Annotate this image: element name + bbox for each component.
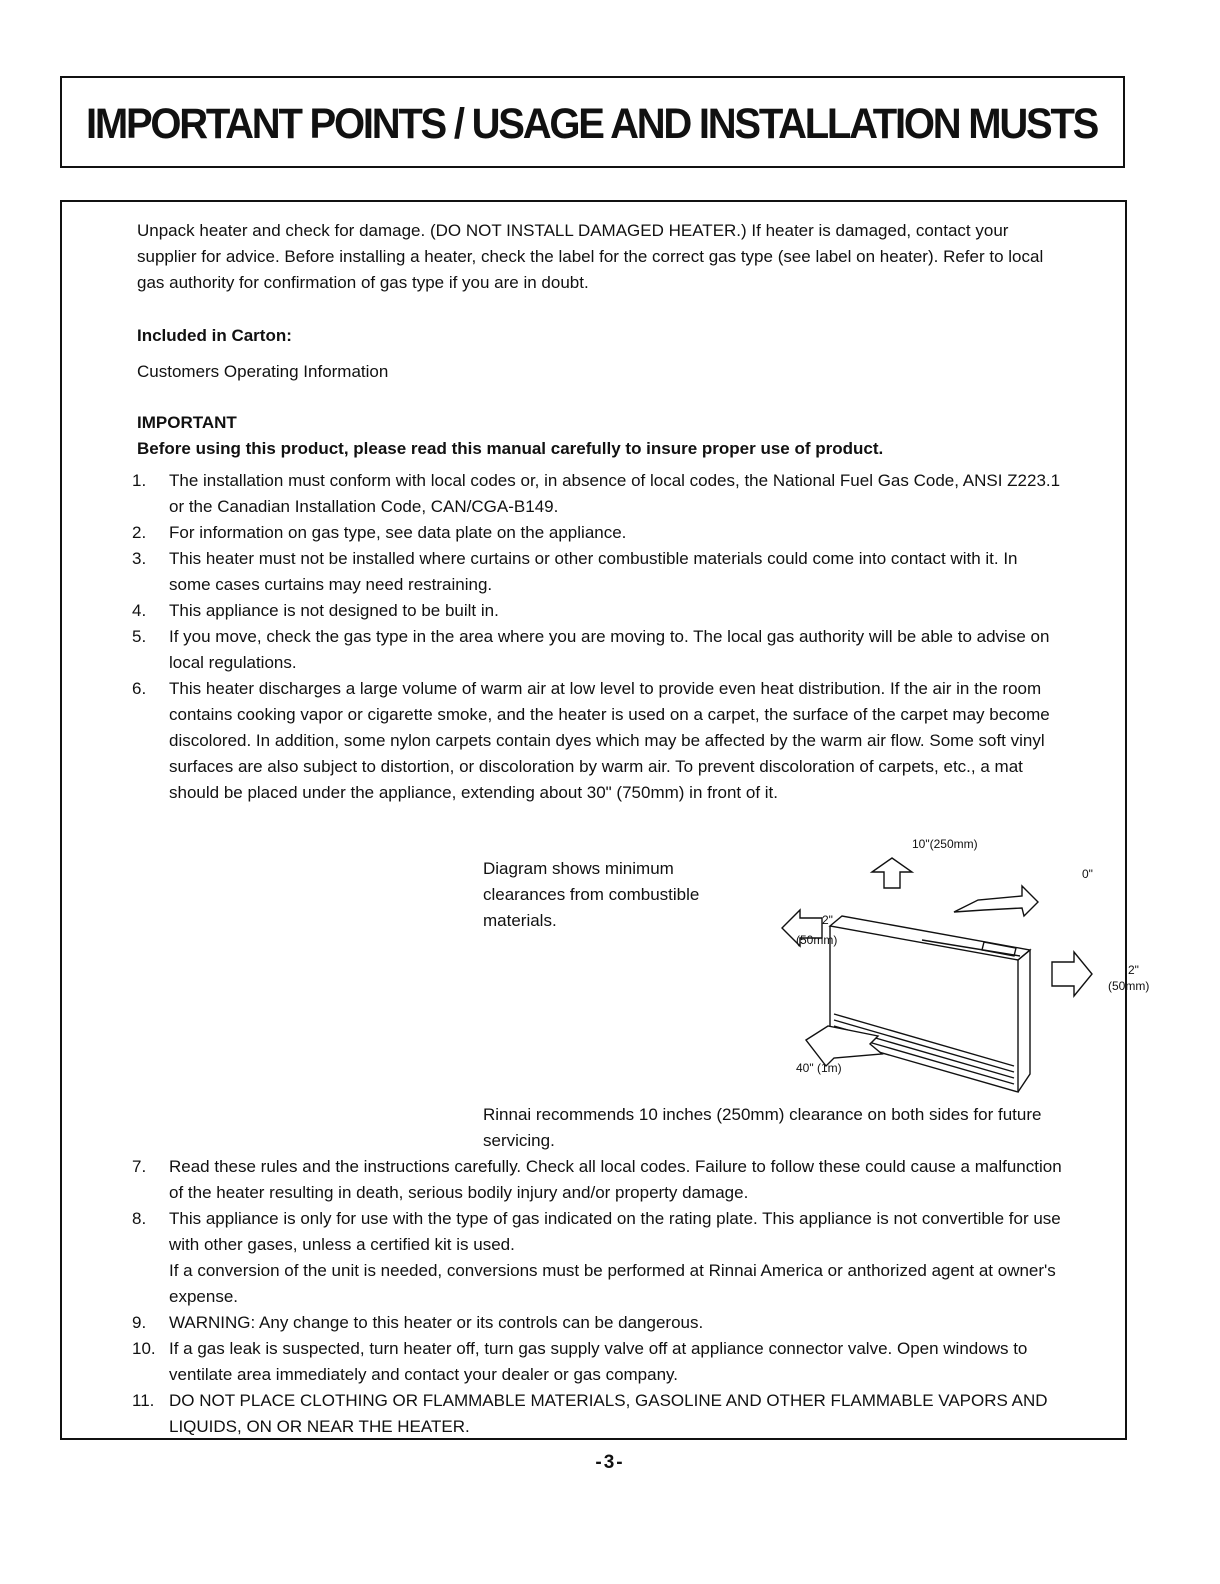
item-text: This appliance is not designed to be built in. <box>169 601 499 620</box>
list-item <box>62 468 1062 520</box>
clearance-left-mm: (50mm) <box>796 933 838 947</box>
item-number: 1. <box>132 471 147 490</box>
item-number: 4. <box>132 601 147 620</box>
page-title: IMPORTANT POINTS / USAGE AND INSTALLATION MUSTS <box>86 100 1098 148</box>
item-number: 5. <box>132 627 147 646</box>
list-item <box>62 1154 1062 1206</box>
important-subheading: Before using this product, please read this manual carefully to insure proper use of product. <box>137 439 884 458</box>
item-number: 10. <box>132 1339 156 1358</box>
clearance-right-inches: 2" <box>1128 963 1139 977</box>
clearance-front-label: 40" (1m) <box>796 1061 842 1075</box>
item-text-continued: If a conversion of the unit is needed, conversions must be performed at Rinnai America or anthorized agent at owner's expense. <box>169 1261 1056 1306</box>
content-box <box>60 200 1150 1440</box>
item-text: This heater must not be installed where curtains or other combustible materials could come into contact with it. In some cases curtains may need restraining. <box>169 549 1018 594</box>
item-text: This heater discharges a large volume of warm air at low level to provide even heat distribution. If the air in the room contains cooking vapor or cigarette smoke, and the heater is used on a carpet, the surface of the carpet may become discolored. In addition, some nylon carpets contain dyes which may be affected by the warm air flow. Some soft vinyl surfaces are also subject to distortion, or discoloration by warm air. To prevent discoloration of carpets, etc., a mat should be placed under the appliance, extending about 30" (750mm) in front of it. <box>169 679 1050 802</box>
important-heading: IMPORTANT <box>137 413 237 432</box>
diagram-caption: Diagram shows minimum clearances from combustible materials. <box>483 859 700 930</box>
item-text: DO NOT PLACE CLOTHING OR FLAMMABLE MATERIALS, GASOLINE AND OTHER FLAMMABLE VAPORS AND LIQUIDS, ON OR NEAR THE HEATER. <box>169 1391 1048 1436</box>
clearance-back-label: 0" <box>1082 867 1093 881</box>
arrow-back-icon <box>954 886 1038 916</box>
arrow-front-icon <box>806 1026 882 1066</box>
list-item <box>62 520 1062 546</box>
item-text: For information on gas type, see data plate on the appliance. <box>169 523 627 542</box>
item-text: This appliance is only for use with the type of gas indicated on the rating plate. This appliance is not convertible for use with other gases, unless a certified kit is used. <box>169 1209 1061 1254</box>
item-text: If you move, check the gas type in the area where you are moving to. The local gas authority will be able to advise on local regulations. <box>169 627 1050 672</box>
title-box <box>60 76 1125 168</box>
clearance-left-inches: 2" <box>822 913 833 927</box>
item-number: 3. <box>132 549 147 568</box>
rules-list-first <box>62 468 1062 806</box>
item-text: Read these rules and the instructions carefully. Check all local codes. Failure to follow these could cause a malfunction of the heater resulting in death, serious bodily injury and/or property damage. <box>169 1157 1062 1202</box>
item-number: 8. <box>132 1209 147 1228</box>
list-item <box>62 546 1062 598</box>
list-item <box>62 1310 1062 1336</box>
list-item <box>62 1388 1062 1440</box>
item-number: 9. <box>132 1313 147 1332</box>
item-number: 2. <box>132 523 147 542</box>
page-number: -3- <box>595 1452 625 1473</box>
item-number: 6. <box>132 679 147 698</box>
item-number: 7. <box>132 1157 147 1176</box>
carton-heading: Included in Carton: <box>137 326 292 345</box>
clearance-top-label: 10"(250mm) <box>912 837 978 851</box>
list-item <box>62 1206 1062 1310</box>
intro-paragraph: Unpack heater and check for damage. (DO NOT INSTALL DAMAGED HEATER.) If heater is damaged, contact your supplier for advice. Before installing a heater, check the label for the correct gas type (see label on heater). Refer to local gas authority for confirmation of gas type if you are in doubt. <box>137 221 1044 292</box>
arrow-up-icon <box>872 858 912 888</box>
arrow-right-icon <box>1052 952 1092 996</box>
item-text: WARNING: Any change to this heater or its controls can be dangerous. <box>169 1313 704 1332</box>
carton-item: Customers Operating Information <box>137 362 389 381</box>
list-item <box>62 598 1062 624</box>
list-item <box>62 1336 1062 1388</box>
item-text: The installation must conform with local codes or, in absence of local codes, the National Fuel Gas Code, ANSI Z223.1 or the Canadian Installation Code, CAN/CGA-B149. <box>169 471 1061 516</box>
clearance-diagram <box>722 830 1150 1092</box>
heater-illustration <box>830 916 1030 1092</box>
list-item <box>62 676 1062 806</box>
list-item <box>62 624 1062 676</box>
clearance-right-mm: (50mm) <box>1108 979 1150 993</box>
rules-list-second <box>62 1154 1062 1440</box>
item-number: 11. <box>132 1391 155 1410</box>
servicing-recommendation: Rinnai recommends 10 inches (250mm) clearance on both sides for future servicing. <box>483 1105 1042 1150</box>
item-text: If a gas leak is suspected, turn heater off, turn gas supply valve off at appliance connector valve. Open windows to ventilate area immediately and contact your dealer or gas company. <box>169 1339 1028 1384</box>
